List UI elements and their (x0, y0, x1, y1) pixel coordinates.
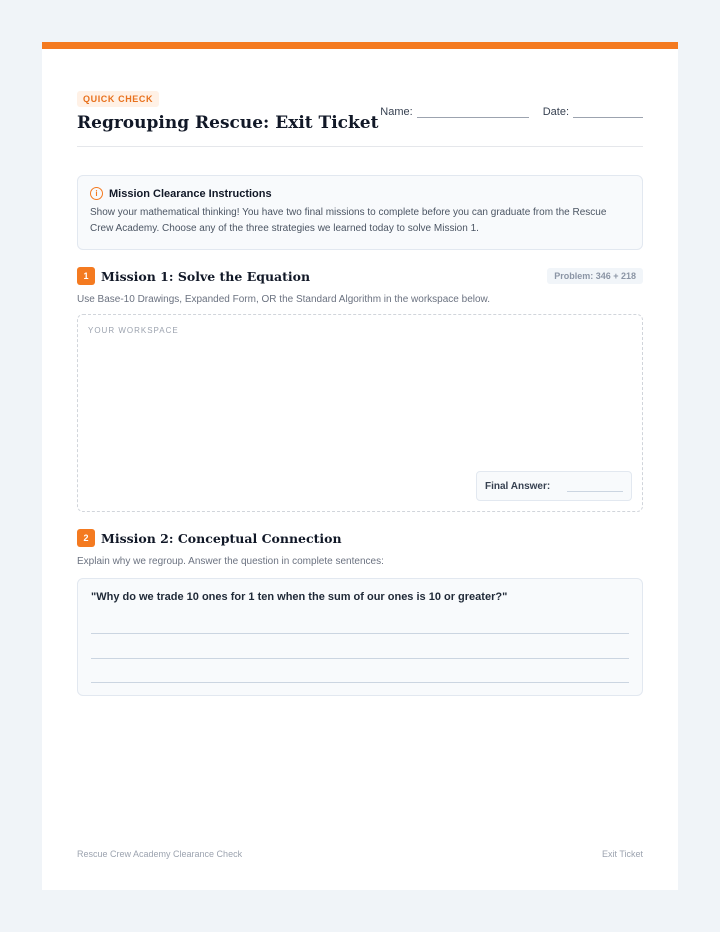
workspace-label: YOUR WORKSPACE (88, 326, 179, 335)
problem-tag: Problem: 346 + 218 (547, 268, 643, 284)
mission-1-header (77, 267, 643, 285)
date-line[interactable] (573, 108, 643, 118)
mission-1-description: Use Base-10 Drawings, Expanded Form, OR the Standard Algorithm in the workspace below. (77, 294, 490, 305)
final-answer-label: Final Answer: (485, 480, 551, 492)
final-answer-box[interactable] (476, 471, 632, 501)
mission-1-number: 1 (77, 267, 95, 285)
mission-2-description: Explain why we regroup. Answer the question in complete sentences: (77, 556, 384, 567)
name-line[interactable] (417, 108, 529, 118)
instructions-text: Show your mathematical thinking! You have two final missions to complete before you can graduate from the Rescue Crew Academy. Choose any of the three strategies we learned today to solve Mission 1. (90, 207, 607, 234)
answer-line-2[interactable] (91, 658, 629, 659)
worksheet-header (77, 91, 643, 147)
footer-left: Rescue Crew Academy Clearance Check (77, 849, 243, 859)
info-icon: i (90, 187, 103, 200)
student-fields (380, 106, 643, 118)
date-field[interactable] (543, 106, 643, 118)
answer-line-1[interactable] (91, 633, 629, 634)
footer-right: Exit Ticket (601, 849, 643, 859)
mission-2-header (77, 529, 643, 547)
mission-2 (77, 529, 643, 696)
instructions-title: Mission Clearance Instructions (109, 187, 272, 200)
mission-1 (77, 267, 643, 512)
mission-2-title: Mission 2: Conceptual Connection (101, 530, 342, 546)
answer-line-3[interactable] (91, 682, 629, 683)
instructions-box (77, 175, 643, 250)
question-box (77, 578, 643, 696)
worksheet-page (42, 42, 678, 890)
workspace-area[interactable] (77, 314, 643, 512)
question-text: "Why do we trade 10 ones for 1 ten when the sum of our ones is 10 or greater?" (91, 591, 508, 603)
name-field[interactable] (380, 106, 528, 118)
mission-1-title: Mission 1: Solve the Equation (101, 268, 311, 284)
quick-check-badge: QUICK CHECK (77, 91, 159, 107)
name-label: Name: (380, 106, 413, 118)
mission-2-number: 2 (77, 529, 95, 547)
page-title: Regrouping Rescue: Exit Ticket (77, 113, 379, 133)
instructions-header (90, 187, 630, 200)
page-footer (77, 849, 643, 859)
date-label: Date: (542, 106, 569, 118)
final-answer-line[interactable] (567, 491, 623, 492)
